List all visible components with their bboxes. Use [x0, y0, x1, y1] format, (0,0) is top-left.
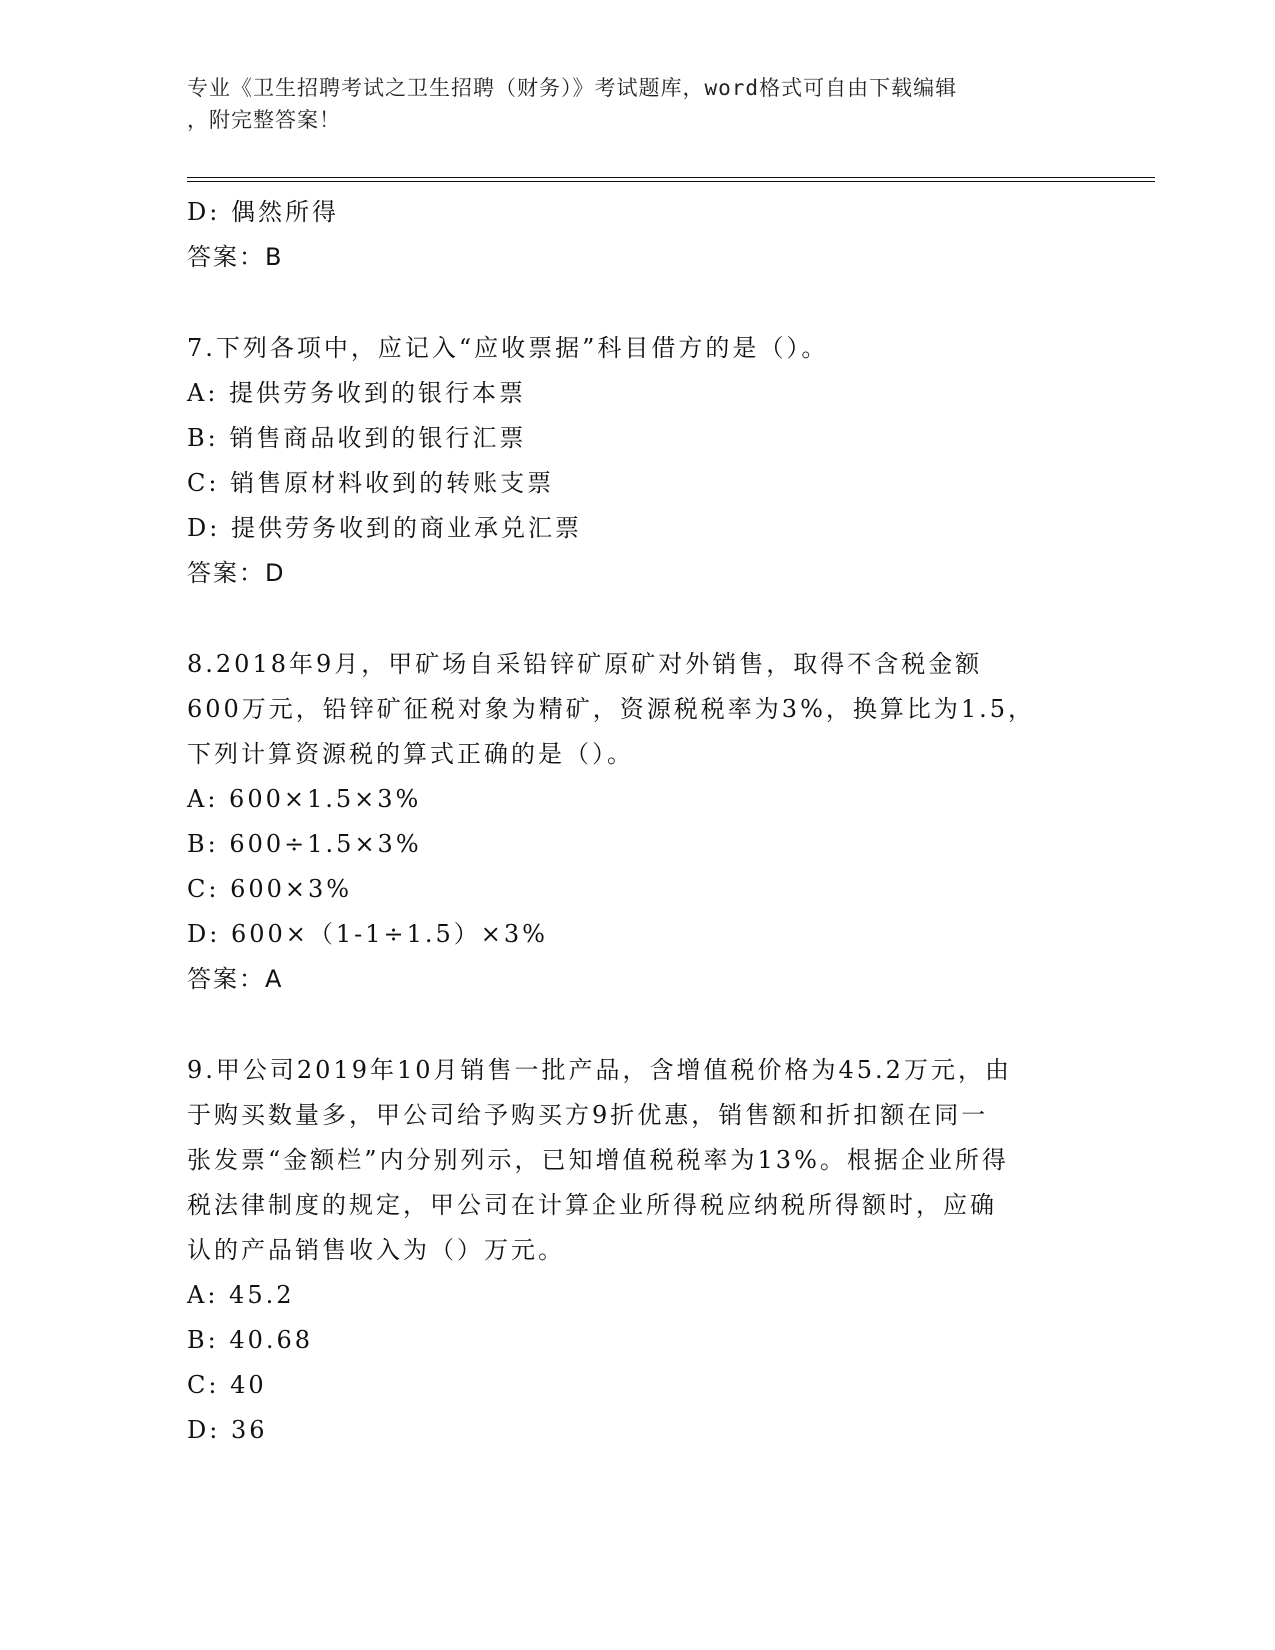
option-c: C: 600×3%	[187, 875, 353, 903]
page-header	[187, 72, 1087, 136]
question-text-line: 税法律制度的规定，甲公司在计算企业所得税应纳税所得额时，应确	[187, 1191, 997, 1219]
option-d: D: 偶然所得	[187, 198, 339, 226]
header-line-2: ，附完整答案！	[187, 108, 341, 132]
header-line-1: 专业《卫生招聘考试之卫生招聘（财务）》考试题库，word格式可自由下载编辑	[187, 76, 958, 100]
question-text-line: 认的产品销售收入为（）万元。	[187, 1236, 565, 1264]
question-7	[187, 326, 1087, 596]
spacer	[187, 1002, 1087, 1048]
option-c: C: 销售原材料收到的转账支票	[187, 469, 555, 497]
question-text-line: 下列计算资源税的算式正确的是（）。	[187, 740, 634, 768]
answer-line: 答案：D	[187, 559, 286, 587]
answer-line: 答案：A	[187, 965, 284, 993]
spacer	[187, 596, 1087, 642]
option-d: D: 36	[187, 1416, 268, 1444]
option-c: C: 40	[187, 1371, 267, 1399]
option-d: D: 600×（1-1÷1.5）×3%	[187, 920, 548, 948]
question-text-line: 7.下列各项中，应记入“应收票据”科目借方的是（）。	[187, 334, 829, 362]
document-body	[187, 190, 1087, 1453]
question-text-line: 于购买数量多，甲公司给予购买方9折优惠，销售额和折扣额在同一	[187, 1101, 989, 1129]
question-text-line: 张发票“金额栏”内分别列示，已知增值税税率为13%。根据企业所得	[187, 1146, 1009, 1174]
question-text-line: 600万元，铅锌矿征税对象为精矿，资源税税率为3%，换算比为1.5，	[187, 695, 1036, 723]
option-a: A: 45.2	[187, 1281, 295, 1309]
option-b: B: 销售商品收到的银行汇票	[187, 424, 527, 452]
question-8	[187, 642, 1087, 1002]
answer-line: 答案：B	[187, 243, 284, 271]
previous-question-fragment	[187, 190, 1087, 280]
option-d: D: 提供劳务收到的商业承兑汇票	[187, 514, 582, 542]
question-text-line: 8.2018年9月，甲矿场自采铅锌矿原矿对外销售，取得不含税金额	[187, 650, 983, 678]
spacer	[187, 280, 1087, 326]
option-b: B: 40.68	[187, 1326, 314, 1354]
option-b: B: 600÷1.5×3%	[187, 830, 422, 858]
option-a: A: 提供劳务收到的银行本票	[187, 379, 527, 407]
question-9	[187, 1048, 1087, 1453]
question-text-line: 9.甲公司2019年10月销售一批产品，含增值税价格为45.2万元，由	[187, 1056, 1012, 1084]
header-divider	[187, 177, 1155, 182]
option-a: A: 600×1.5×3%	[187, 785, 422, 813]
